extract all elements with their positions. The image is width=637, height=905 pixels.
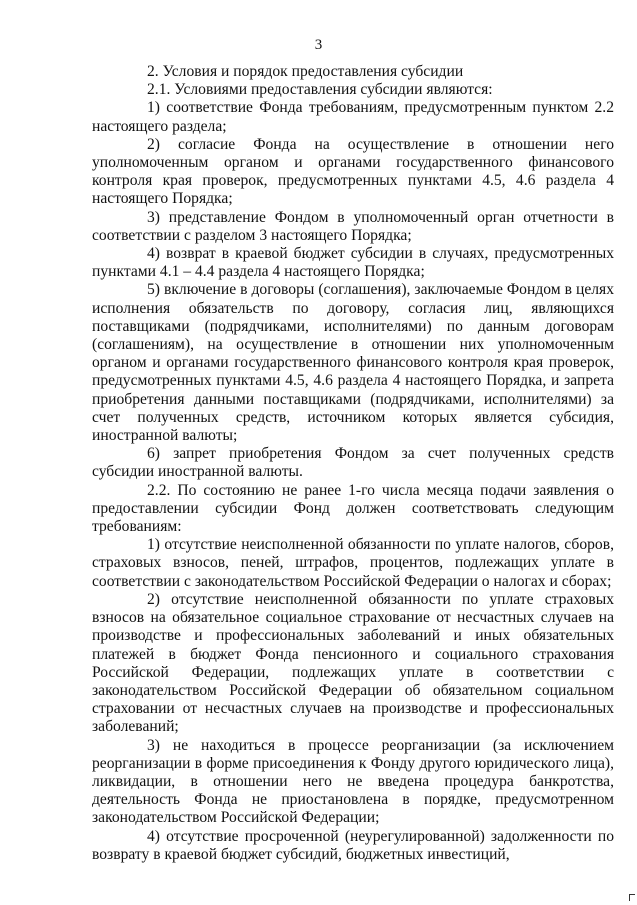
- document-body: [92, 63, 614, 864]
- paragraph-2-2-item-3: 3) не находиться в процессе реорганизации (за исключением реорганизации в форме присоединения к Фонду другого юридического лица), ликвидации, в отношении него не введена процедура банкротства, деятельность Фонда не приостановлена в порядке, предусмотренном законодательством Российской Федерации;: [92, 736, 614, 827]
- page-number: 3: [314, 37, 323, 53]
- paragraph-2-1-item-2: 2) согласие Фонда на осуществление в отношении него уполномоченным органом и органами государственного финансового контроля края проверок, предусмотренных пунктами 4.5, 4.6 раздела 4 настоящего Порядка;: [92, 135, 614, 208]
- paragraph-2-1-item-1: 1) соответствие Фонда требованиям, предусмотренным пунктом 2.2 настоящего раздела;: [92, 99, 614, 135]
- paragraph-2-2-item-2: 2) отсутствие неисполненной обязанности по уплате страховых взносов на обязательное социальное страхование от несчастных случаев на производстве и профессиональных заболеваний и иных обязательных платежей в бюджет Фонда пенсионного и социального страхования Российской Федерации, подлежащих уплате в соответствии с законодательством Российской Федерации об обязательном социальном страховании от несчастных случаев на производстве и профессиональных заболеваний;: [92, 590, 614, 736]
- paragraph-2-2-item-1: 1) отсутствие неисполненной обязанности по уплате налогов, сборов, страховых взносов, пеней, штрафов, процентов, подлежащих уплате в соответствии с законодательством Российской Федерации о налогах и сборах;: [92, 536, 614, 590]
- paragraph-2-1-item-5: 5) включение в договоры (соглашения), заключаемые Фондом в целях исполнения обязательств по договору, согласия лиц, являющихся поставщиками (подрядчиками, исполнителями) по данным договорам (соглашениям), на осуществление в отношении них уполномоченным органом и органами государственного финансового контроля края проверок, предусмотренных пунктами 4.5, 4.6 раздела 4 настоящего Порядка, и запрета приобретения данными поставщиками (подрядчиками, исполнителями) за счет полученных средств, источником которых является субсидия, иностранной валюты;: [92, 281, 614, 445]
- scan-corner-mark: [629, 894, 635, 901]
- paragraph-2-1: 2.1. Условиями предоставления субсидии являются:: [147, 81, 493, 99]
- paragraph-2-2: 2.2. По состоянию не ранее 1-го числа месяца подачи заявления о предоставлении субсидии Фонд должен соответствовать следующим требованиям:: [92, 481, 614, 536]
- paragraph-2-1-item-3: 3) представление Фондом в уполномоченный орган отчетности в соответствии с разделом 3 настоящего Порядка;: [92, 208, 614, 244]
- section-heading: 2. Условия и порядок предоставления субсидии: [147, 63, 464, 80]
- paragraph-2-2-item-4: 4) отсутствие просроченной (неурегулированной) задолженности по возврату в краевой бюджет субсидий, бюджетных инвестиций,: [92, 827, 614, 863]
- paragraph-2-1-item-4: 4) возврат в краевой бюджет субсидии в случаях, предусмотренных пунктами 4.1 – 4.4 раздела 4 настоящего Порядка;: [92, 245, 614, 281]
- paragraph-2-1-item-6: 6) запрет приобретения Фондом за счет полученных средств субсидии иностранной валюты.: [92, 445, 614, 481]
